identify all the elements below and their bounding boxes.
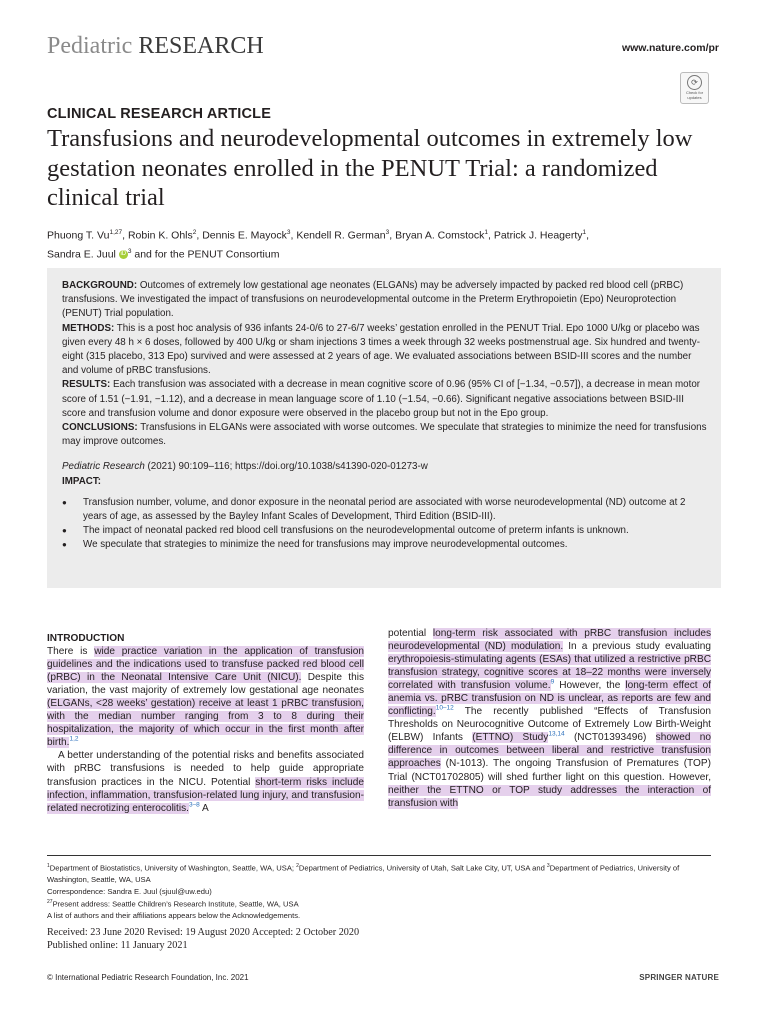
author-affiliation: 3 [286,229,291,236]
introduction-heading: INTRODUCTION [47,633,125,644]
reference-link[interactable]: 1,2 [69,736,79,744]
author-list: Phuong T. Vu$^{1,27}$, Robin K. Ohls$^2$, Dennis E. Mayock$^3$, Kendell R. German$^3$, Bryan A. Comstock$^1$, Patrick J. Heagerty$^1$, Sandra E. Juul iD $^3$ and for the PENUT Consortium [47,229,590,260]
highlighted-text[interactable]: erythropoiesis-stimulating agents (ESAs) that utilized a restrictive pRBC transfusion strategy, cognitive scores at 18–22 months were inversely correlated with transfusion volume. [388,654,711,692]
author-affiliation: 3 [385,229,390,236]
affiliation-text: Department of Biostatistics, University of Washington, Seattle, WA, USA; [49,863,297,873]
copyright-notice: © International Pediatric Research Foundation, Inc. 2021 [47,973,249,982]
highlighted-text[interactable]: long-term risk associated with pRBC transfusion includes neurodevelopmental (ND) modulation. [388,628,711,653]
author-name[interactable]: Patrick J. Heagerty [493,229,583,242]
body-text: There is [47,646,95,658]
affiliation-text: Department of Pediatrics, University of Washington, Seattle, WA, USA [47,863,680,885]
citation-journal: Pediatric Research [62,461,145,473]
affiliations [47,861,711,886]
body-text: In a previous study evaluating [563,641,711,653]
reference-link[interactable]: 9 [550,678,555,686]
intro-paragraph-1 [47,645,364,749]
orcid-icon[interactable]: iD [120,250,127,257]
intro-paragraph-continued [388,627,711,810]
affiliation-number: 3 [546,863,550,869]
journal-logo [47,33,264,60]
abstract-methods [62,322,708,379]
footnotes [47,861,711,922]
journal-url-link[interactable]: www.nature.com/pr [621,42,719,54]
abstract-results [62,378,708,421]
abstract-text [62,279,708,553]
impact-item: ● Transfusion number, volume, and donor exposure in the neonatal period are associated with worse neurodevelopmental (ND) outcome at 2 years of age, as assessed by the Bayley Infant Scales of Development, Third Edition (BSID-III). [62,496,708,524]
abstract-background [62,279,708,322]
author-affiliation: 1 [484,229,488,236]
highlighted-text[interactable]: (ETTNO) Study [472,732,549,744]
highlighted-text[interactable]: short-term risks include infection, inflammation, transfusion-related lung injury, and transfusion-related necrotizing enterocolitis. [47,776,364,814]
author-affiliation: 3 [127,247,132,255]
author-affiliation: 1,27 [109,229,123,236]
author-name[interactable]: Phuong T. Vu [47,229,110,242]
body-text: A better understanding of the potential risks and benefits associated with pRBC transfusions is needed to help guide appropriate transfusion practices in the NICU. Potential [47,750,364,788]
section-text: Transfusions in ELGANs were associated with worse outcomes. We speculate that strategies to minimize the need for transfusions may improve outcomes. [62,422,707,448]
body-text: The recently published “Effects of Transfusion Thresholds on Neurocognitive Outcome of Extremely Low Birth-Weight (ELBW) Infants [388,706,711,744]
body-text: (NCT01393496) [564,732,656,744]
author-name[interactable]: Sandra E. Juul [47,248,116,260]
body-text: However, the [554,680,626,692]
author-name[interactable]: Bryan A. Comstock [395,229,485,242]
affiliation-number: 1 [47,863,50,869]
section-text: This is a post hoc analysis of 936 infants 24-0/6 to 27-6/7 weeks’ gestation enrolled in the PENUT Trial. Epo 1000 U/kg or placebo was given every 48 h × 6 doses, followed by 400 U/kg or sham injections 3 times a week through 32 weeks postmenstrual age. Six hundred and twenty-eight (315 placebo, 313 Epo) survived and were assessed at 2 years of age. We evaluated associations between BSID-III scores and the number and volume of pRBC transfusions. [62,322,700,377]
author-affiliation: 1 [582,229,587,236]
received-dates: Received: 23 June 2020 Revised: 19 August 2020 Accepted: 2 October 2020 [47,927,360,938]
update-check-icon: ⟳ [687,75,702,90]
reference-link[interactable]: 3–8 [188,801,200,809]
body-text: Despite this variation, the vast majority of extremely low gestational age neonates [47,672,364,697]
author-name[interactable]: Robin K. Ohls [127,229,193,242]
body-column-left [47,632,364,815]
published-date: Published online: 11 January 2021 [47,940,188,951]
abstract-conclusions [62,421,708,449]
author-affiliation: 2 [192,229,197,236]
publication-dates [47,926,359,952]
highlighted-text[interactable]: showed no difference in outcomes between liberal and restrictive transfusion approaches [388,732,711,770]
affiliation-number: 2 [296,863,299,869]
author-list-note: A list of authors and their affiliations appears below the Acknowledgements. [47,911,301,921]
section-label: METHODS: [62,322,115,334]
intro-paragraph-2 [47,749,364,814]
consortium-credit: and for the PENUT Consortium [134,248,280,260]
body-column-right [388,627,711,810]
journal-name-part1: Pediatric [47,33,133,59]
section-label: BACKGROUND: [62,280,138,291]
present-address-text: Present address: Seattle Children’s Research Institute, Seattle, WA, USA [52,899,299,909]
publisher-logo: SPRINGER NATURE [639,973,719,982]
highlighted-text[interactable]: wide practice variation in the application of transfusion guidelines and the indications used to transfuse packed red blood cell (pRBC) in the Neonatal Intensive Care Unit (NICU). [47,646,364,684]
body-text: A [199,802,209,814]
highlighted-text[interactable]: neither the ETTNO or TOP study addresses the interaction of transfusion with [388,784,711,809]
citation-line [62,460,708,474]
author-name[interactable]: Kendell R. German [296,229,386,242]
impact-heading: IMPACT: [62,475,102,487]
body-text: potential [388,628,433,639]
section-text: Outcomes of extremely low gestational age neonates (ELGANs) may be adversely impacted by packed red blood cell (pRBC) transfusions. We investigated the impact of transfusions on neurodevelopmental outcome in the Preterm Erythropoietin (Epo) Neuroprotection (PENUT) Trial population. [62,280,684,320]
present-address [47,897,711,910]
body-text: (N-1013). The ongoing Transfusion of Prematures (TOP) Trial (NCT01702805) will shed further light on this question. However, [388,758,711,783]
reference-link[interactable]: 13,14 [548,731,565,739]
article-type: CLINICAL RESEARCH ARTICLE [47,106,272,122]
footnote-divider [47,855,711,856]
check-for-updates-badge[interactable] [680,72,709,104]
correspondence[interactable]: Correspondence: Sandra E. Juul (sjuul@uw.edu) [47,886,212,896]
author-name[interactable]: Dennis E. Mayock [202,229,287,242]
citation-doi-link[interactable]: (2021) 90:109–116; https://doi.org/10.1038/s41390-020-01273-w [147,461,428,473]
section-label: RESULTS: [62,379,111,391]
badge-label: Check for updates [685,90,704,100]
highlighted-text[interactable]: (ELGANs, <28 weeks’ gestation) receive at least 1 pRBC transfusion, with the median number ranging from 3 to 8 during their hospitalization, the majority of which occur in the first month after birth. [47,698,364,749]
impact-item: ● The impact of neonatal packed red blood cell transfusions on the neurodevelopmental outcome of preterm infants is unknown. [62,524,708,538]
section-text: Each transfusion was associated with a decrease in mean cognitive score of 0.96 (95% CI of [−1.34, −0.57]), a decrease in mean motor score of 1.51 (−1.91, −1.12), and a decrease in mean language score of 1.10 (−1.54, −0.66). Significant negative associations between BSID-III score and transfusion volume and donor exposure were observed in the placebo group but not in the Epo group. [62,379,701,419]
reference-link[interactable]: 10–12 [435,704,454,712]
article-title: Transfusions and neurodevelopmental outcomes in extremely low gestation neonates enrolled in the PENUT Trial: a randomized clinical trial [47,125,693,211]
journal-name-part2: RESEARCH [138,33,264,59]
affiliation-text: Department of Pediatrics, University of Utah, Salt Lake City, UT, USA and [298,863,547,873]
highlighted-text[interactable]: long-term effect of anemia vs. pRBC transfusion on ND is unclear, as reports are few and conflicting. [388,680,711,718]
impact-list [62,496,708,553]
impact-item: ● We speculate that strategies to minimize the need for transfusions may improve neurodevelopmental outcomes. [62,538,708,552]
section-label: CONCLUSIONS: [62,422,138,434]
affiliation-number: 27 [47,899,53,906]
